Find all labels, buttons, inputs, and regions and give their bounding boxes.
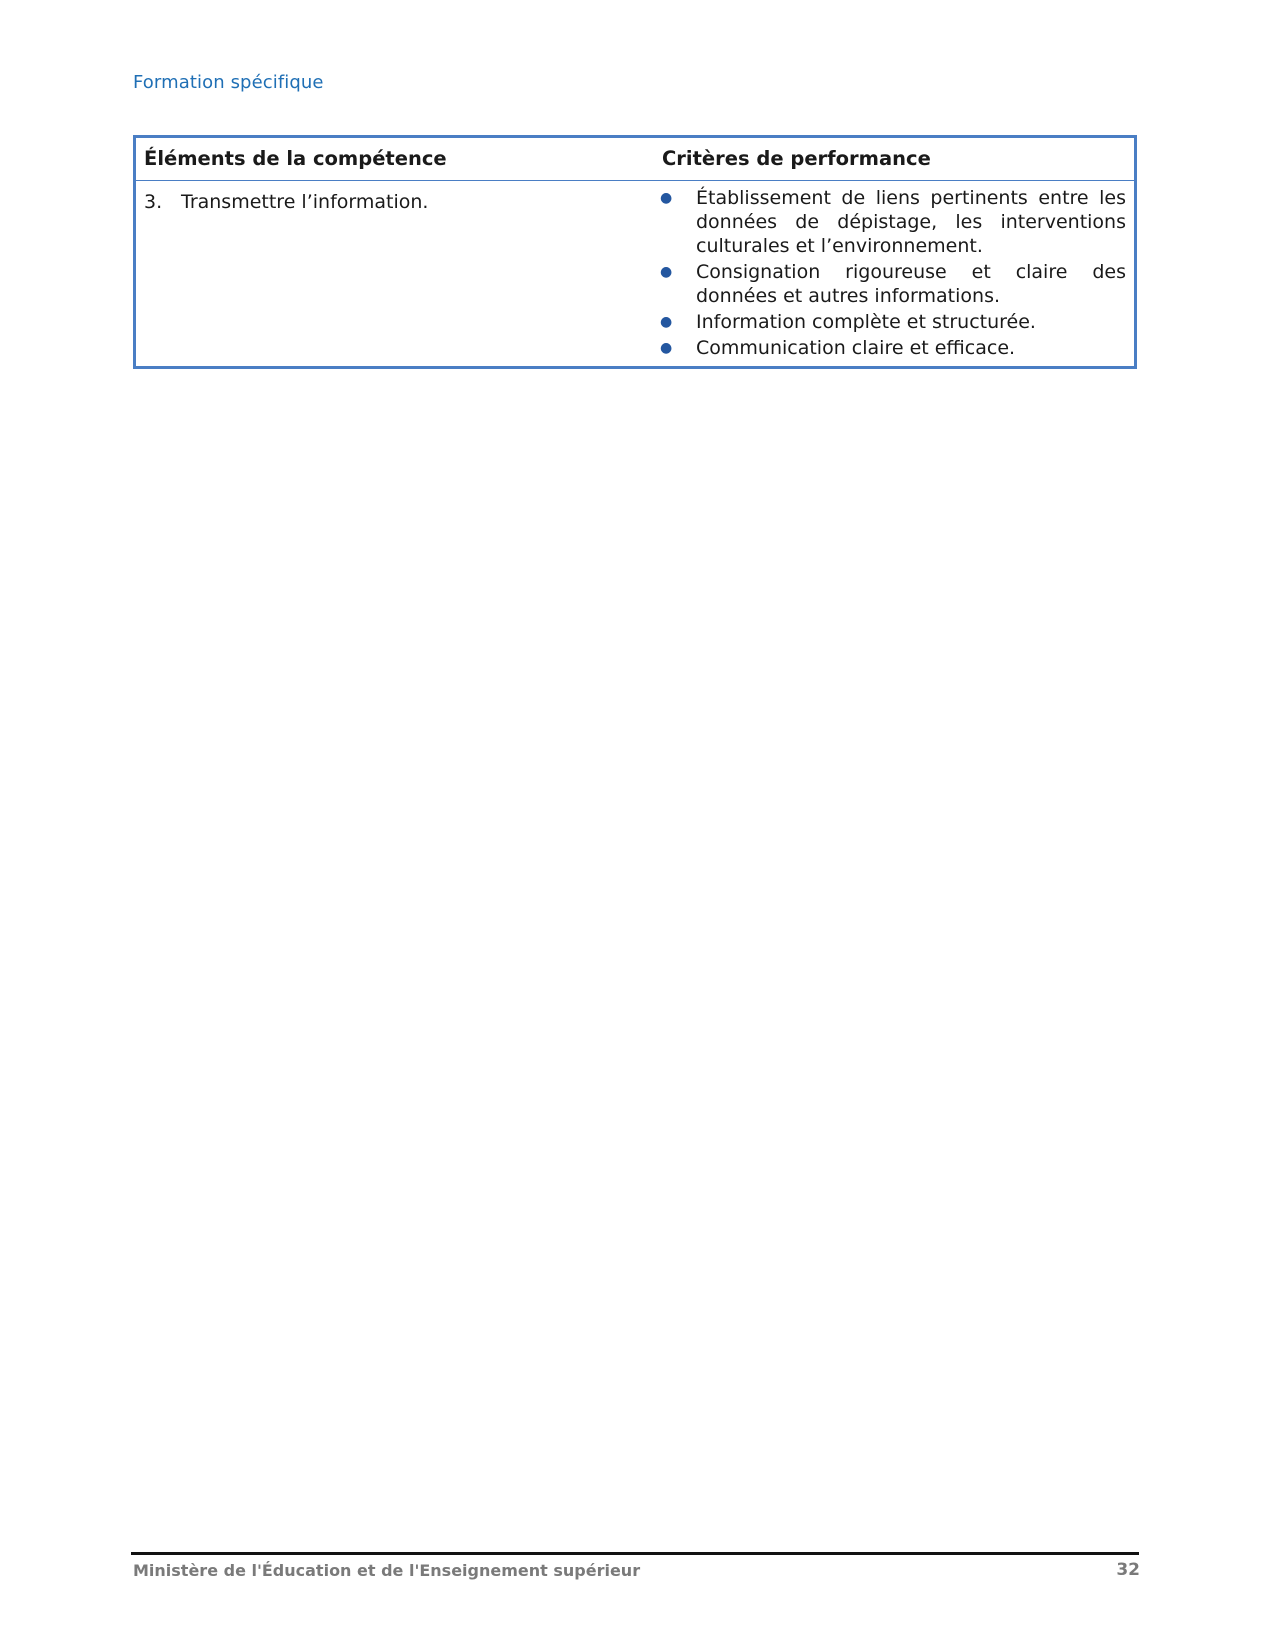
criterion-text: Consignation rigoureuse et claire des données et autres informations. [696, 261, 1126, 307]
bullet-icon: ● [660, 190, 673, 206]
element-text: Transmettre l’information. [181, 191, 429, 213]
criterion-text: Communication claire et efficace. [696, 337, 1016, 359]
footer-ministry: Ministère de l'Éducation et de l'Enseignement supérieur [133, 1561, 641, 1580]
competence-table [133, 135, 1137, 369]
column-header-elements: Éléments de la compétence [135, 137, 653, 181]
footer-divider [131, 1552, 1139, 1555]
bullet-icon: ● [660, 264, 673, 280]
criterion-text: Information complète et structurée. [696, 311, 1036, 333]
criteria-cell [652, 181, 1136, 368]
page-number: 32 [1116, 1560, 1140, 1580]
element-number: 3. [144, 191, 163, 213]
column-header-criteria: Critères de performance [652, 137, 1136, 181]
running-header: Formation spécifique [133, 72, 324, 93]
list-item [652, 336, 1126, 360]
list-item [652, 186, 1126, 258]
criterion-text: Établissement de liens pertinents entre les données de dépistage, les interventions culturales et l’environnement. [696, 187, 1126, 257]
bullet-icon: ● [660, 340, 673, 356]
bullet-icon: ● [660, 314, 673, 330]
element-item [136, 181, 652, 213]
list-item [652, 260, 1126, 308]
table-header-row [135, 137, 1136, 181]
list-item [652, 310, 1126, 334]
element-cell [135, 181, 653, 368]
criteria-list [652, 181, 1134, 366]
table-row [135, 181, 1136, 368]
